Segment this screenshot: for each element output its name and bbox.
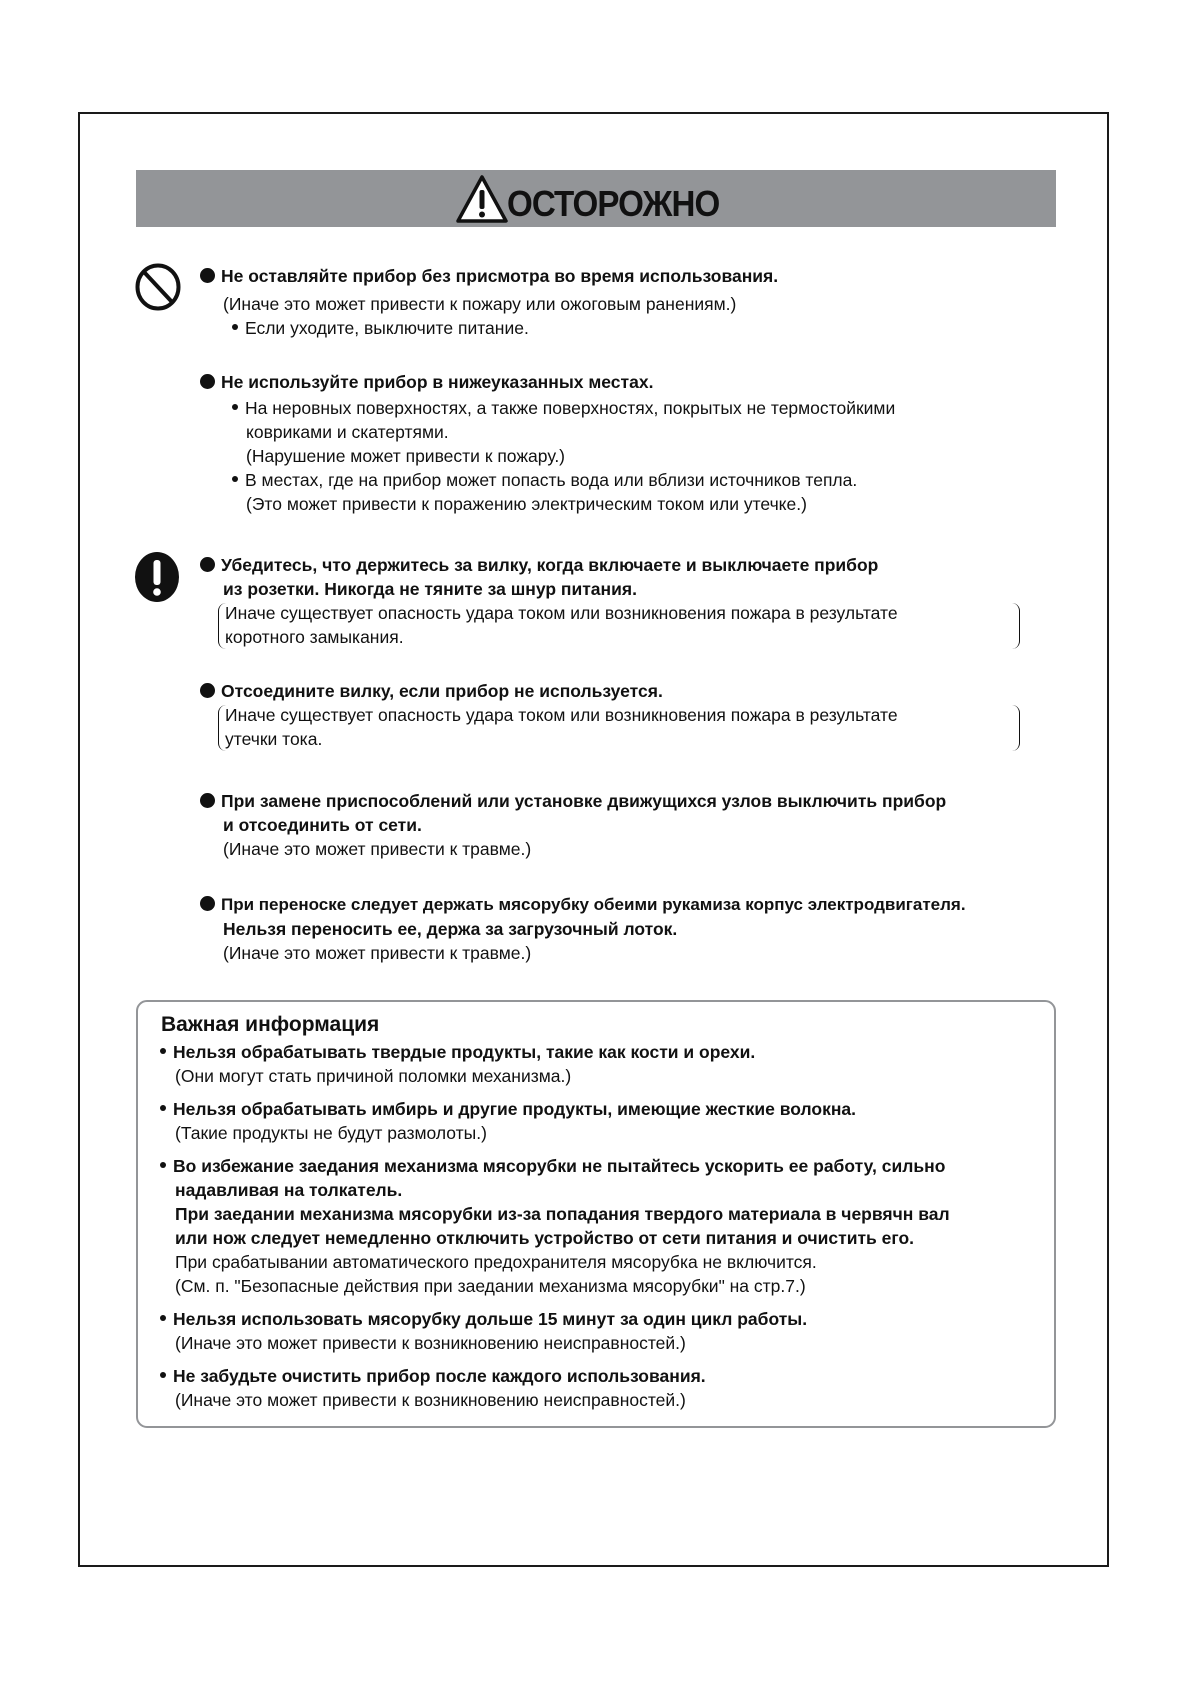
prohibition-item-2-sub-2: В местах, где на прибор может попасть вода или вблизи источников тепла.	[232, 468, 857, 492]
prohibition-item-2-sub-1: На неровных поверхностях, а также поверхностях, покрытых не термостойкими	[232, 396, 895, 420]
bullet-icon	[200, 374, 215, 389]
info-item-5: Не забудьте очистить прибор после каждого использования.	[160, 1364, 706, 1388]
info-item-3-cont-2: При заедании механизма мясорубки из-за попадания твердого материала в червячн вал	[175, 1204, 950, 1224]
mandatory-item-2-note: Иначе существует опасность удара током или возникновения пожара в результате	[225, 705, 898, 725]
prohibition-item-2-sub-2-note: (Это может привести к поражению электрическим током или утечке.)	[246, 494, 807, 514]
mandatory-item-2-heading: Отсоедините вилку, если прибор не используется.	[200, 679, 663, 703]
bracket-right	[1012, 603, 1020, 649]
prohibition-item-1-sub: Если уходите, выключите питание.	[232, 316, 529, 340]
prohibition-item-2-sub-1-note: (Нарушение может привести к пожару.)	[246, 446, 566, 466]
info-item-3-cont-1: надавливая на толкатель.	[175, 1180, 403, 1200]
info-item-1-note: (Они могут стать причиной поломки механизма.)	[175, 1066, 572, 1086]
mandatory-item-3-note: (Иначе это может привести к травме.)	[223, 839, 532, 859]
bullet-icon	[160, 1048, 166, 1054]
bullet-icon	[232, 404, 238, 410]
info-item-3-cont-3: или нож следует немедленно отключить устройство от сети питания и очистить его.	[175, 1228, 915, 1248]
info-item-2: Нельзя обрабатывать имбирь и другие продукты, имеющие жесткие волокна.	[160, 1097, 856, 1121]
info-item-4-note: (Иначе это может привести к возникновению неисправностей.)	[175, 1333, 686, 1353]
bullet-icon	[200, 793, 215, 808]
mandatory-item-1-heading-cont: из розетки. Никогда не тяните за шнур питания.	[223, 579, 637, 599]
info-item-3-note-1: При срабатывании автоматического предохранителя мясорубка не включится.	[175, 1252, 817, 1272]
bullet-icon	[200, 896, 215, 911]
prohibition-item-1-note: (Иначе это может привести к пожару или ожоговым ранениям.)	[223, 294, 737, 314]
bullet-icon	[160, 1372, 166, 1378]
mandatory-item-1-heading: Убедитесь, что держитесь за вилку, когда включаете и выключаете прибор	[200, 553, 878, 577]
mandatory-item-2-note-cont: утечки тока.	[225, 729, 323, 749]
mandatory-item-1-note: Иначе существует опасность удара током или возникновения пожара в результате	[225, 603, 898, 623]
mandatory-item-1-note-cont: коротного замыкания.	[225, 627, 404, 647]
mandatory-exclamation-icon	[134, 551, 180, 603]
info-item-1: Нельзя обрабатывать твердые продукты, такие как кости и орехи.	[160, 1040, 755, 1064]
bullet-icon	[232, 476, 238, 482]
bullet-icon	[200, 268, 215, 283]
banner-title: ОСТОРОЖНО	[506, 182, 719, 224]
info-item-4: Нельзя использовать мясорубку дольше 15 минут за один цикл работы.	[160, 1307, 807, 1331]
warning-triangle-icon	[455, 174, 509, 224]
caution-banner	[136, 170, 1056, 227]
info-item-3-note-2: (См. п. "Безопасные действия при заедании механизма мясорубки" на стр.7.)	[175, 1276, 806, 1296]
bullet-icon	[160, 1162, 166, 1168]
bracket-right	[1012, 705, 1020, 751]
prohibition-item-1-heading: Не оставляйте прибор без присмотра во время использования.	[200, 264, 778, 288]
mandatory-item-4-note: (Иначе это может привести к травме.)	[223, 943, 532, 963]
bullet-icon	[160, 1105, 166, 1111]
info-item-2-note: (Такие продукты не будут размолоты.)	[175, 1123, 487, 1143]
prohibition-icon	[134, 262, 182, 312]
bullet-icon	[232, 324, 238, 330]
mandatory-item-4-heading: При переноске следует держать мясорубку обеими рукамиза корпус электродвигателя.	[200, 893, 966, 917]
bullet-icon	[160, 1315, 166, 1321]
prohibition-item-2-sub-1-cont: ковриками и скатертями.	[246, 422, 449, 442]
mandatory-item-3-heading: При замене приспособлений или установке движущихся узлов выключить прибор	[200, 789, 946, 813]
bullet-icon	[200, 683, 215, 698]
bullet-icon	[200, 557, 215, 572]
info-item-3: Во избежание заедания механизма мясорубки не пытайтесь ускорить ее работу, сильно	[160, 1154, 945, 1178]
prohibition-item-2-heading: Не используйте прибор в нижеуказанных местах.	[200, 370, 653, 394]
info-box-title: Важная информация	[161, 1013, 380, 1036]
mandatory-item-3-heading-cont: и отсоединить от сети.	[223, 815, 422, 835]
info-item-5-note: (Иначе это может привести к возникновению неисправностей.)	[175, 1390, 686, 1410]
mandatory-item-4-heading-cont: Нельзя переносить ее, держа за загрузочный лоток.	[223, 919, 678, 939]
